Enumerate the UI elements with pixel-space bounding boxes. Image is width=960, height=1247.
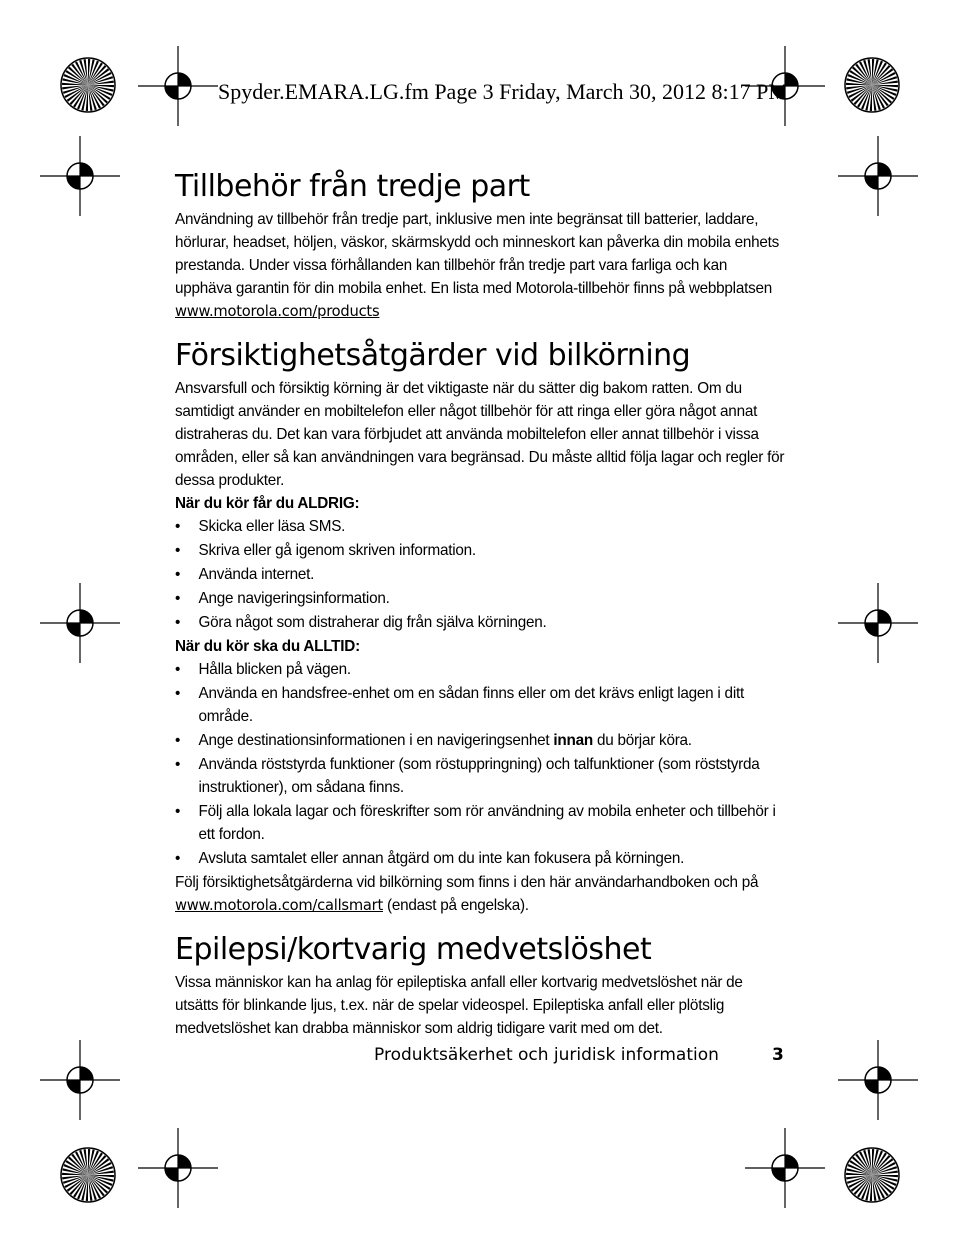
crosshair-mark <box>838 136 918 216</box>
crosshair-mark <box>138 1128 218 1208</box>
star-target-bottom-left <box>61 1148 115 1202</box>
crosshair-mark <box>838 583 918 663</box>
list-item: • Använda röststyrda funktioner (som röstuppringning) och talfunktioner (som röststyrda instruktioner), om sådana finns. <box>175 753 785 799</box>
list-item: • Skriva eller gå igenom skriven information. <box>175 539 785 562</box>
list-item: • Göra något som distraherar dig från själva körningen. <box>175 611 785 634</box>
always-heading: När du kör ska du ALLTID: <box>175 638 360 655</box>
products-link[interactable]: www.motorola.com/products <box>175 302 380 320</box>
epilepsy-paragraph: Vissa människor kan ha anlag för epileptiska anfall eller kortvarig medvetslöshet när de utsätts för blinkande ljus, t.ex. när de spelar videospel. Epileptiska anfall eller plötslig medvetslöshet kan drabba människor som aldrig tidigare varit med om det. <box>175 974 743 1037</box>
never-list <box>175 515 797 634</box>
star-target-bottom-right <box>845 1148 899 1202</box>
crosshair-mark <box>40 583 120 663</box>
page-number: 3 <box>772 1045 784 1065</box>
never-heading: När du kör får du ALDRIG: <box>175 495 360 512</box>
list-item: • Ange navigeringsinformation. <box>175 587 785 610</box>
section-heading-third-party-accessories: Tillbehör från tredje part <box>175 169 530 204</box>
list-item: • Använda en handsfree-enhet om en sådan finns eller om det krävs enligt lagen i ditt område. <box>175 682 785 728</box>
callsmart-link[interactable]: www.motorola.com/callsmart <box>175 896 383 914</box>
crosshair-mark <box>40 1040 120 1120</box>
list-item: • Använda internet. <box>175 563 785 586</box>
list-item: • Hålla blicken på vägen. <box>175 658 785 681</box>
star-target-top-left <box>61 58 115 112</box>
third-party-paragraph: Användning av tillbehör från tredje part, inklusive men inte begränsat till batterier, laddare, hörlurar, headset, höljen, väskor, skärmskydd och minneskort kan påverka din mobila enhets prestanda. Under vissa förhållanden kan tillbehör från tredje part vara farliga och kan upphäva garantin för din mobila enhet. En lista med Motorola-tillbehör finns på webbplatsen www.motorola.com/products <box>175 211 779 320</box>
list-item: • Avsluta samtalet eller annan åtgärd om du inte kan fokusera på körningen. <box>175 847 785 870</box>
page-content <box>175 168 797 1040</box>
crosshair-mark <box>40 136 120 216</box>
always-list <box>175 658 797 870</box>
section-heading-epilepsy: Epilepsi/kortvarig medvetslöshet <box>175 932 652 967</box>
crosshair-mark <box>138 46 218 126</box>
crosshair-mark <box>838 1040 918 1120</box>
list-item: • Skicka eller läsa SMS. <box>175 515 785 538</box>
star-target-top-right <box>845 58 899 112</box>
driving-paragraph: Ansvarsfull och försiktig körning är det viktigaste när du sätter dig bakom ratten. Om du samtidigt använder en mobiltelefon eller något tillbehör för att ringa eller göra något annat distraheras du. Det kan vara förbjudet att använda mobiltelefon eller annat tillbehör i vissa områden, eller så kan användningen vara begränsad. Du måste alltid följa lagar och regler för dessa produkter. <box>175 380 785 489</box>
crosshair-mark <box>745 1128 825 1208</box>
section-heading-driving-precautions: Försiktighetsåtgärder vid bilkörning <box>175 338 691 373</box>
list-item: • Ange destinationsinformationen i en navigeringsenhet innan du börjar köra. <box>175 729 785 752</box>
print-slug-line: Spyder.EMARA.LG.fm Page 3 Friday, March 30, 2012 8:17 PM <box>218 79 788 104</box>
footer-section-title: Produktsäkerhet och juridisk information <box>374 1045 719 1065</box>
list-item: • Följ alla lokala lagar och föreskrifter som rör användning av mobila enheter och tillbehör i ett fordon. <box>175 800 785 846</box>
closing-paragraph: Följ försiktighetsåtgärderna vid bilkörning som finns i den här användarhandboken och på www.motorola.com/callsmart (endast på engelska). <box>175 874 759 914</box>
